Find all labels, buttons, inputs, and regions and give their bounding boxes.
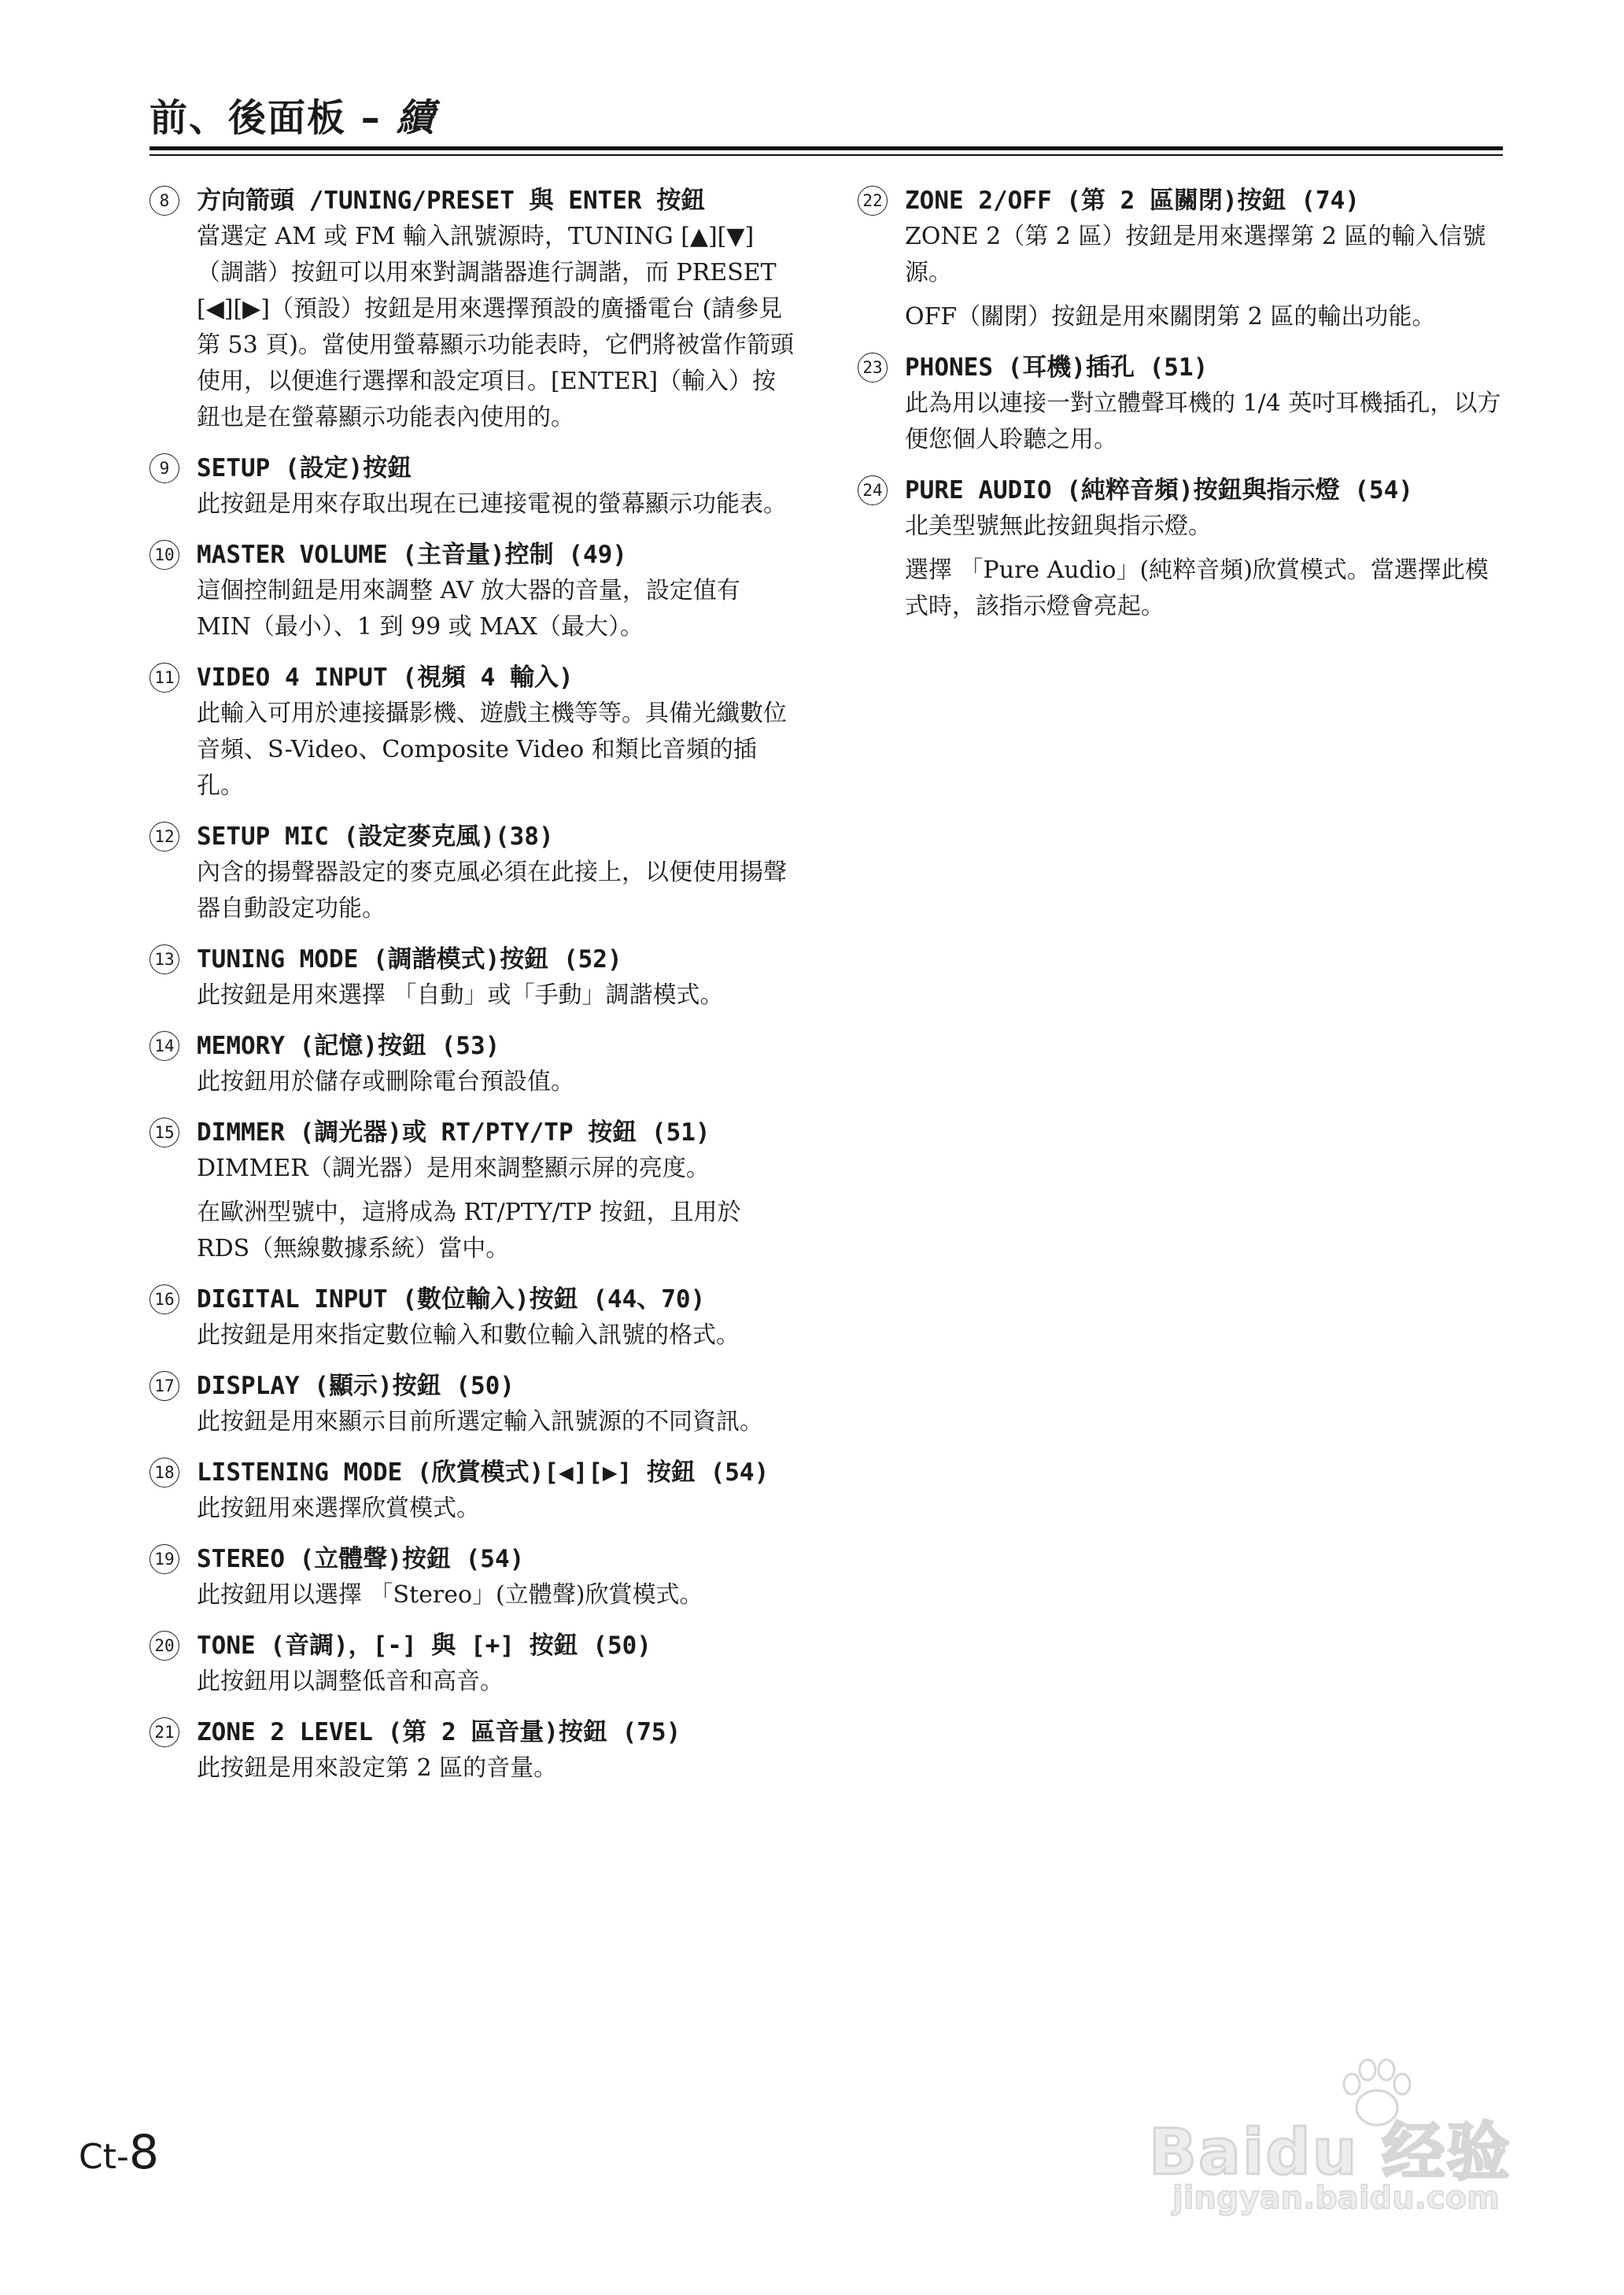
item-description: 此按鈕是用來指定數位輸入和數位輸入訊號的格式。	[197, 1321, 740, 1349]
item-number: 14	[149, 1031, 179, 1061]
item-title: DIMMER (調光器)或 RT/PTY/TP 按鈕 (51)	[197, 1118, 710, 1147]
list-item	[149, 941, 795, 1014]
left-column	[149, 183, 795, 1801]
list-item	[149, 1368, 795, 1440]
item-description: 此輸入可用於連接攝影機、遊戲主機等等。具備光纖數位音頻、S-Video、Composite Video 和類比音頻的插孔。	[197, 700, 787, 800]
item-number: 19	[149, 1544, 179, 1574]
item-description: 此按鈕用來選擇欣賞模式。	[197, 1495, 480, 1522]
list-item	[858, 183, 1503, 335]
watermark-brand: Baidu 经验	[1149, 2116, 1511, 2189]
list-item	[149, 1281, 795, 1354]
item-title: TUNING MODE (調諧模式)按鈕 (52)	[197, 945, 622, 974]
item-description: ZONE 2（第 2 區）按鈕是用來選擇第 2 區的輸入信號源。	[905, 223, 1486, 286]
watermark-url: jingyan.baidu.com	[1172, 2180, 1500, 2216]
item-number: 10	[149, 540, 179, 570]
item-title: LISTENING MODE (欣賞模式)[◀][▶] 按鈕 (54)	[197, 1458, 770, 1487]
list-item	[149, 537, 795, 645]
item-title: STEREO (立體聲)按鈕 (54)	[197, 1545, 525, 1573]
item-title: TONE (音調)，[-] 與 [+] 按鈕 (50)	[197, 1632, 651, 1660]
header-rule-thick	[149, 146, 1503, 150]
item-number: 20	[149, 1631, 179, 1661]
item-description: 此按鈕是用來存取出現在已連接電視的螢幕顯示功能表。	[197, 490, 787, 518]
item-description: 此按鈕用以調整低音和高音。	[197, 1668, 504, 1695]
item-title: MEMORY (記憶)按鈕 (53)	[197, 1032, 500, 1060]
list-item	[149, 450, 795, 523]
list-item	[149, 819, 795, 927]
item-description: 北美型號無此按鈕與指示燈。	[905, 512, 1212, 540]
item-title: DIGITAL INPUT (數位輸入)按鈕 (44、70)	[197, 1285, 706, 1314]
item-title: PURE AUDIO (純粹音頻)按鈕與指示燈 (54)	[905, 476, 1413, 504]
item-number: 8	[149, 186, 179, 216]
item-number: 17	[149, 1371, 179, 1401]
item-title: SETUP MIC (設定麥克風)(38)	[197, 822, 554, 851]
item-title: DISPLAY (顯示)按鈕 (50)	[197, 1372, 515, 1400]
list-item	[149, 1028, 795, 1100]
list-item	[149, 1454, 795, 1527]
list-item	[149, 1628, 795, 1700]
item-description: OFF（關閉）按鈕是用來關閉第 2 區的輸出功能。	[905, 303, 1436, 331]
item-description: 在歐洲型號中，這將成為 RT/PTY/TP 按鈕，且用於 RDS（無線數據系統）當中。	[197, 1199, 741, 1262]
item-number: 9	[149, 453, 179, 483]
item-description: 此按鈕是用來設定第 2 區的音量。	[197, 1754, 558, 1782]
item-title: SETUP (設定)按鈕	[197, 454, 412, 482]
item-description: 此按鈕用以選擇 「Stereo」(立體聲)欣賞模式。	[197, 1581, 703, 1609]
item-title: VIDEO 4 INPUT (視頻 4 輸入)	[197, 663, 574, 692]
item-number: 16	[149, 1284, 179, 1314]
item-description: 這個控制鈕是用來調整 AV 放大器的音量，設定值有 MIN（最小）、1 到 99 或 MAX（最大）。	[197, 577, 740, 641]
item-description: 此按鈕用於儲存或刪除電台預設值。	[197, 1068, 574, 1096]
item-number: 11	[149, 663, 179, 693]
item-description: 內含的揚聲器設定的麥克風必須在此接上，以便使用揚聲器自動設定功能。	[197, 859, 787, 922]
item-title: ZONE 2/OFF (第 2 區關閉)按鈕 (74)	[905, 187, 1360, 215]
item-title: PHONES (耳機)插孔 (51)	[905, 353, 1209, 382]
list-item	[149, 1114, 795, 1267]
page-title: 前、後面板 – 續	[149, 96, 436, 140]
item-description: 此按鈕是用來選擇 「自動」或「手動」調諧模式。	[197, 981, 724, 1009]
list-item	[149, 1714, 795, 1787]
item-title: 方向箭頭 /TUNING/PRESET 與 ENTER 按鈕	[197, 187, 706, 215]
item-number: 24	[858, 475, 888, 505]
item-title: MASTER VOLUME (主音量)控制 (49)	[197, 541, 627, 569]
item-description: DIMMER（調光器）是用來調整顯示屏的亮度。	[197, 1155, 710, 1182]
page-number: Ct-8	[79, 2125, 160, 2180]
list-item	[149, 660, 795, 804]
item-number: 18	[149, 1458, 179, 1488]
list-item	[858, 349, 1503, 458]
item-number: 21	[149, 1717, 179, 1747]
item-title: ZONE 2 LEVEL (第 2 區音量)按鈕 (75)	[197, 1718, 681, 1746]
item-number: 22	[858, 186, 888, 216]
item-number: 12	[149, 822, 179, 852]
list-item	[149, 183, 795, 436]
item-description: 選擇 「Pure Audio」(純粹音頻)欣賞模式。當選擇此模式時，該指示燈會亮起。	[905, 556, 1489, 620]
right-column	[858, 183, 1503, 639]
header-rule-thin	[149, 154, 1503, 156]
item-description: 此按鈕是用來顯示目前所選定輸入訊號源的不同資訊。	[197, 1408, 763, 1436]
item-number: 15	[149, 1118, 179, 1148]
watermark	[1149, 2054, 1542, 2216]
item-number: 13	[149, 944, 179, 974]
list-item	[149, 1541, 795, 1613]
list-item	[858, 472, 1503, 625]
item-description: 此為用以連接一對立體聲耳機的 1/4 英吋耳機插孔，以方便您個人聆聽之用。	[905, 390, 1501, 453]
item-number: 23	[858, 353, 888, 382]
item-description: 當選定 AM 或 FM 輸入訊號源時，TUNING [▲][▼]（調諧）按鈕可以用來對調諧器進行調諧，而 PRESET [◀][▶]（預設）按鈕是用來選擇預設的廣播電台 (請參見第 53 頁)。當使用螢幕顯示功能表時，它們將被當作箭頭使用，以便進行選擇和設定項目。[ENTER]（輸入）按鈕也是在螢幕顯示功能表內使用的。	[197, 223, 794, 431]
